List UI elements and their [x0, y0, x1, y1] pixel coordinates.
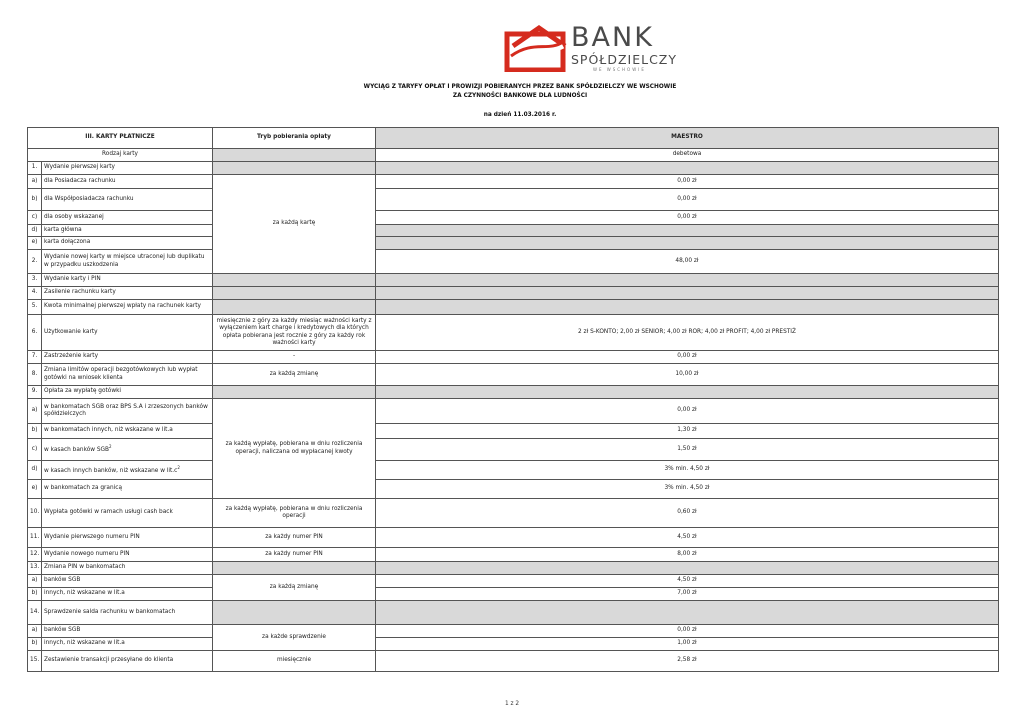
table-row: 2. Wydanie nowej karty w miejsce utraconej lub duplikatu w przypadku uszkodzenia 48,00 zł — [28, 250, 999, 274]
bank-logo — [503, 22, 678, 72]
table-row: 10. Wypłata gotówki w ramach usługi cash back za każdą wypłatę, pobierana w dniu rozliczenia operacji 0,60 zł — [28, 499, 999, 528]
card-type-value: debetowa — [376, 149, 999, 162]
card-type-label: Rodzaj karty — [28, 149, 213, 162]
table-row: e) karta dołączona — [28, 237, 999, 250]
table-row: b) innych, niż wskazane w lit.a 7,00 zł — [28, 588, 999, 601]
table-row: d) karta główna — [28, 225, 999, 237]
table-row: 11. Wydanie pierwszego numeru PIN za każdy numer PIN 4,50 zł — [28, 528, 999, 548]
table-row: 15. Zestawienie transakcji przesyłane do klienta miesięcznie 2,58 zł — [28, 651, 999, 672]
table-row: b) innych, niż wskazane w lit.a 1,00 zł — [28, 638, 999, 651]
logo-bank-text: BANK — [571, 22, 654, 53]
table-row: a) banków SGB za każdą zmianę 4,50 zł — [28, 575, 999, 588]
fees-table — [27, 127, 999, 672]
document-subtitle: ZA CZYNNOŚCI BANKOWE DLA LUDNOŚCI — [452, 93, 588, 99]
table-row: 14. Sprawdzenie salda rachunku w bankomatach — [28, 601, 999, 625]
table-row: 6. Użytkowanie karty miesięcznie z góry za każdy miesiąc ważności karty z wyłączeniem kart charge i kredytowych dla których opłata pobierana jest rocznie z góry za każdy rok ważności karty 2 zł S-KONTO; 2,00 zł SENIOR; 4,00 zł ROR; 4,00 zł PROFIT; 4,00 zł PRESTIŻ — [28, 315, 999, 351]
table-row: 1. Wydanie pierwszej karty — [28, 162, 999, 175]
table-row: 4. Zasilenie rachunku karty — [28, 287, 999, 300]
page-number: 1 z 2 — [504, 701, 520, 707]
bank-logo-mark-icon — [503, 24, 569, 72]
table-row: 12. Wydanie nowego numeru PIN za każdy numer PIN 8,00 zł — [28, 548, 999, 562]
table-row — [28, 149, 999, 162]
table-row: 8. Zmiana limitów operacji bezgotówkowych lub wypłat gotówki na wniosek klienta za każdą zmianę 10,00 zł — [28, 364, 999, 386]
col-card-header: MAESTRO — [376, 128, 999, 149]
table-row: b) w bankomatach innych, niż wskazane w lit.a 1,30 zł — [28, 424, 999, 439]
mode-per-change: za każdą zmianę — [213, 575, 376, 601]
table-row: 13. Zmiana PIN w bankomatach — [28, 562, 999, 575]
col-section-header: III. KARTY PŁATNICZE — [28, 128, 213, 149]
logo-spoldzielczy-text: SPÓŁDZIELCZY — [571, 52, 678, 67]
table-row: a) w bankomatach SGB oraz BPS S.A i zrzeszonych banków spółdzielczych za każdą wypłatę, pobierana w dniu rozliczenia operacji, naliczana od wypłacanej kwoty 0,00 zł — [28, 399, 999, 424]
table-header-row — [28, 128, 999, 149]
table-row: 9. Opłata za wypłatę gotówki — [28, 386, 999, 399]
table-row: c) dla osoby wskazanej 0,00 zł — [28, 211, 999, 225]
table-row: b) dla Współposiadacza rachunku 0,00 zł — [28, 189, 999, 211]
table-row: e) w bankomatach za granicą 3% min. 4,50 zł — [28, 480, 999, 499]
document-title: WYCIĄG Z TARYFY OPŁAT I PROWIZJI POBIERANYCH PRZEZ BANK SPÓŁDZIELCZY WE WSCHOWIE — [363, 84, 677, 90]
mode-per-withdrawal: za każdą wypłatę, pobierana w dniu rozliczenia operacji, naliczana od wypłacanej kwoty — [213, 399, 376, 499]
col-mode-header: Tryb pobierania opłaty — [213, 128, 376, 149]
logo-subtitle: WE WSCHOWIE — [593, 67, 646, 72]
table-row: 5. Kwota minimalnej pierwszej wpłaty na rachunek karty — [28, 300, 999, 315]
document-date: na dzień 11.03.2016 r. — [483, 112, 557, 118]
table-row: d) w kasach innych banków, niż wskazane w $lit.c^2$ 3% min. 4,50 zł — [28, 461, 999, 480]
table-row: 7. Zastrzeżenie karty - 0,00 zł — [28, 351, 999, 364]
table-row: a) dla Posiadacza rachunku za każdą kartę 0,00 zł — [28, 175, 999, 189]
table-row: 3. Wydanie karty i PIN — [28, 274, 999, 287]
table-row: a) banków SGB za każde sprawdzenie 0,00 zł — [28, 625, 999, 638]
mode-per-card: za każdą kartę — [213, 175, 376, 274]
table-row: c) w kasach banków SGB$^2$ 1,50 zł — [28, 439, 999, 461]
mode-per-check: za każde sprawdzenie — [213, 625, 376, 651]
